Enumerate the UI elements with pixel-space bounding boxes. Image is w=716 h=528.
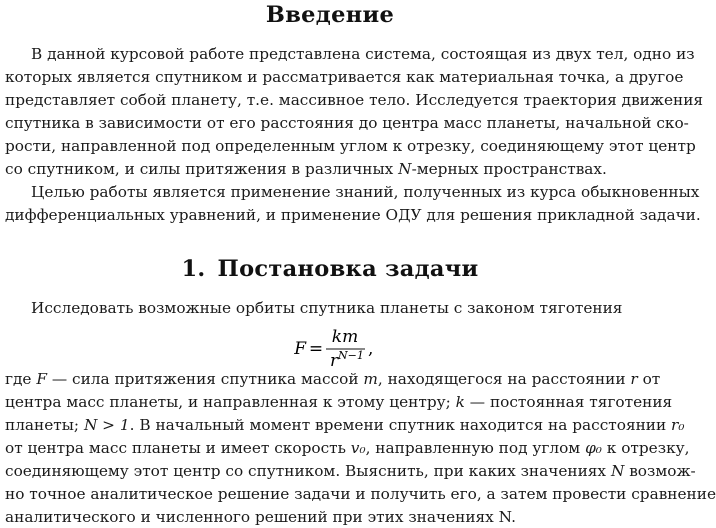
math-variable: N xyxy=(398,160,412,178)
formula-lhs: F xyxy=(294,339,306,359)
text-segment: к отрезку, xyxy=(601,439,690,457)
text-segment: , направленную под углом xyxy=(365,439,586,457)
math-variable: k xyxy=(455,393,465,411)
math-variable: φ₀ xyxy=(585,439,602,457)
text-segment: аналитического и численного решений при этих значениях N. xyxy=(5,508,516,526)
text-segment: от xyxy=(637,370,661,388)
text-segment: — сила притяжения спутника массой xyxy=(46,370,364,388)
formula-equals: = xyxy=(308,339,324,359)
formula-denominator-exp: N−1 xyxy=(338,349,364,362)
section-body-line xyxy=(5,506,653,528)
math-variable: F xyxy=(36,370,47,388)
section-title: Постановка задачи xyxy=(217,256,479,282)
intro-p2-line-2: дифференциальных уравнений, и применение ОДУ для решения прикладной задачи. xyxy=(5,206,701,224)
math-variable: v₀ xyxy=(350,439,366,457)
text-segment: планеты; xyxy=(5,416,84,434)
gravity-formula xyxy=(0,326,660,370)
section-body-line xyxy=(5,391,673,413)
formula-svg xyxy=(0,326,660,370)
text-segment: соединяющему этот центр со спутником. Выяснить, при каких значениях xyxy=(5,462,611,480)
section-body-line xyxy=(5,414,685,436)
intro-p1-line-5: рости, направленной под определенным углом к отрезку, соединяющему этот центр xyxy=(5,137,696,155)
text-segment: . В начальный момент времени спутник находится на расстоянии xyxy=(129,416,672,434)
text-segment: центра масс планеты, и направленная к этому центру; xyxy=(5,393,456,411)
math-variable: m xyxy=(363,370,378,388)
text-segment: -мерных пространствах. xyxy=(411,160,607,178)
text-segment: со спутником, и силы притяжения в различных xyxy=(5,160,399,178)
text-segment: где xyxy=(5,370,37,388)
section-body-line xyxy=(5,437,690,459)
math-variable: N > 1 xyxy=(83,416,130,434)
section-number: 1. xyxy=(181,256,206,282)
intro-heading: Введение xyxy=(265,2,395,28)
text-segment: но точное аналитическое решение задачи и получить его, а затем провести сравнение xyxy=(5,485,716,503)
intro-p1-line-3: представляет собой планету, т.е. массивное тело. Исследуется траектория движения xyxy=(5,91,704,109)
section-body-line xyxy=(5,368,661,390)
intro-p1-line-4: спутника в зависимости от его расстояния до центра масс планеты, начальной ско- xyxy=(5,114,689,132)
intro-p1-line-6 xyxy=(5,158,653,180)
math-variable: r xyxy=(630,370,638,388)
formula-numerator: km xyxy=(331,327,359,347)
formula-comma: , xyxy=(368,339,374,359)
text-segment: от центра масс планеты и имеет скорость xyxy=(5,439,351,457)
intro-p1-line-1: В данной курсовой работе представлена система, состоящая из двух тел, одно из xyxy=(31,45,695,63)
text-segment: — постоянная тяготения xyxy=(464,393,673,411)
text-segment: , находящегося на расстоянии xyxy=(377,370,631,388)
intro-p1-line-2: которых является спутником и рассматривается как материальная точка, а другое xyxy=(5,68,684,86)
text-segment: возмож- xyxy=(624,462,696,480)
section-body-line xyxy=(5,460,696,482)
section-body-line xyxy=(5,483,716,505)
section-lead: Исследовать возможные орбиты спутника планеты с законом тяготения xyxy=(31,299,623,317)
math-variable: N xyxy=(610,462,625,480)
formula-denominator-base: r xyxy=(330,351,339,371)
intro-p2-line-1: Целью работы является применение знаний, полученных из курса обыкновенных xyxy=(31,183,700,201)
math-variable: r₀ xyxy=(671,416,685,434)
section-heading xyxy=(0,256,660,282)
